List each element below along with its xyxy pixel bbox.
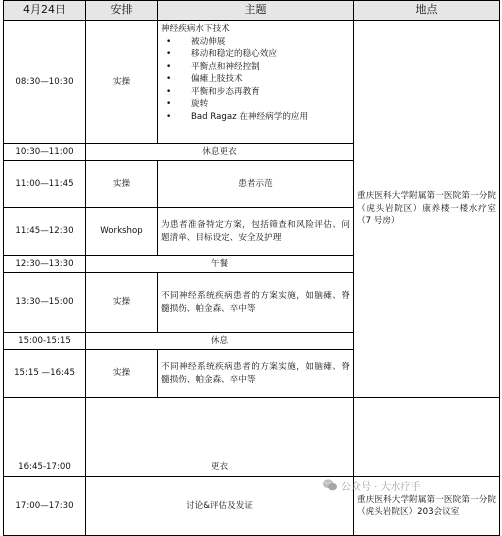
topic-cell: 患者示范	[158, 161, 354, 208]
time-cell: 08:30—10:30	[4, 21, 86, 144]
time-cell: 10:30—11:00	[4, 144, 86, 161]
header-row	[4, 1, 500, 21]
list-item: • 平衡和步态再教育	[161, 86, 350, 99]
list-item: • 平衡点和神经控制	[161, 61, 350, 74]
arrangement-cell: 实操	[86, 273, 158, 333]
topic-cell: 讨论&评估及发证	[86, 477, 354, 536]
time-cell: 16:45-17:00	[4, 398, 86, 477]
time-cell: 15:15 —16:45	[4, 350, 86, 398]
list-item: • 偏瘫上肢技术	[161, 73, 350, 86]
arrangement-cell: Workshop	[86, 208, 158, 256]
list-item: • 旋转	[161, 98, 350, 111]
time-cell: 11:45—12:30	[4, 208, 86, 256]
location-cell-final: 重庆医科大学附属第一医院第一分院（虎头岩院区）203会议室	[354, 477, 500, 536]
watermark	[322, 476, 421, 494]
topic-cell: 不同神经系统疾病患者的方案实施，如脑瘫、脊髓损伤、帕金森、卒中等	[158, 273, 354, 333]
header-date: 4月24日	[4, 1, 86, 21]
topic-cell: 不同神经系统疾病患者的方案实施，如脑瘫、脊髓损伤、帕金森、卒中等	[158, 350, 354, 398]
topic-cell: 休息更衣	[86, 144, 354, 161]
time-cell: 11:00—11:45	[4, 161, 86, 208]
list-item: • 移动和稳定的稳心效应	[161, 48, 350, 61]
location-cell-empty	[354, 398, 500, 477]
watermark-text: 公众号 · 大水疗手	[341, 481, 421, 493]
table-row	[4, 398, 500, 477]
time-cell: 12:30—13:30	[4, 256, 86, 273]
arrangement-cell: 实操	[86, 161, 158, 208]
list-item: • 被动伸展	[161, 36, 350, 49]
table-row	[4, 477, 500, 536]
topic-cell	[158, 21, 354, 144]
topic-title: 神经疾病水下技术	[161, 24, 230, 34]
topic-cell: 休息	[86, 333, 354, 350]
list-item: • Bad Ragaz 在神经病学的应用	[161, 111, 350, 124]
wechat-icon	[322, 477, 338, 493]
topic-list	[161, 36, 350, 124]
location-cell-main: 重庆医科大学附属第一医院第一分院（虎头岩院区）康养楼一楼水疗室（7 号房）	[354, 21, 500, 398]
header-location: 地点	[354, 1, 500, 21]
time-cell: 15:00-15:15	[4, 333, 86, 350]
topic-cell: 更衣	[86, 398, 354, 477]
time-cell: 13:30—15:00	[4, 273, 86, 333]
header-arrangement: 安排	[86, 1, 158, 21]
table-row	[4, 21, 500, 144]
schedule-table	[3, 0, 500, 536]
topic-cell: 午餐	[86, 256, 354, 273]
header-topic: 主题	[158, 1, 354, 21]
time-cell: 17:00—17:30	[4, 477, 86, 536]
arrangement-cell: 实操	[86, 350, 158, 398]
topic-cell: 为患者准备特定方案，包括筛查和风险评估、问题清单、目标设定、安全及护理	[158, 208, 354, 256]
arrangement-cell: 实操	[86, 21, 158, 144]
schedule-document	[3, 0, 499, 517]
